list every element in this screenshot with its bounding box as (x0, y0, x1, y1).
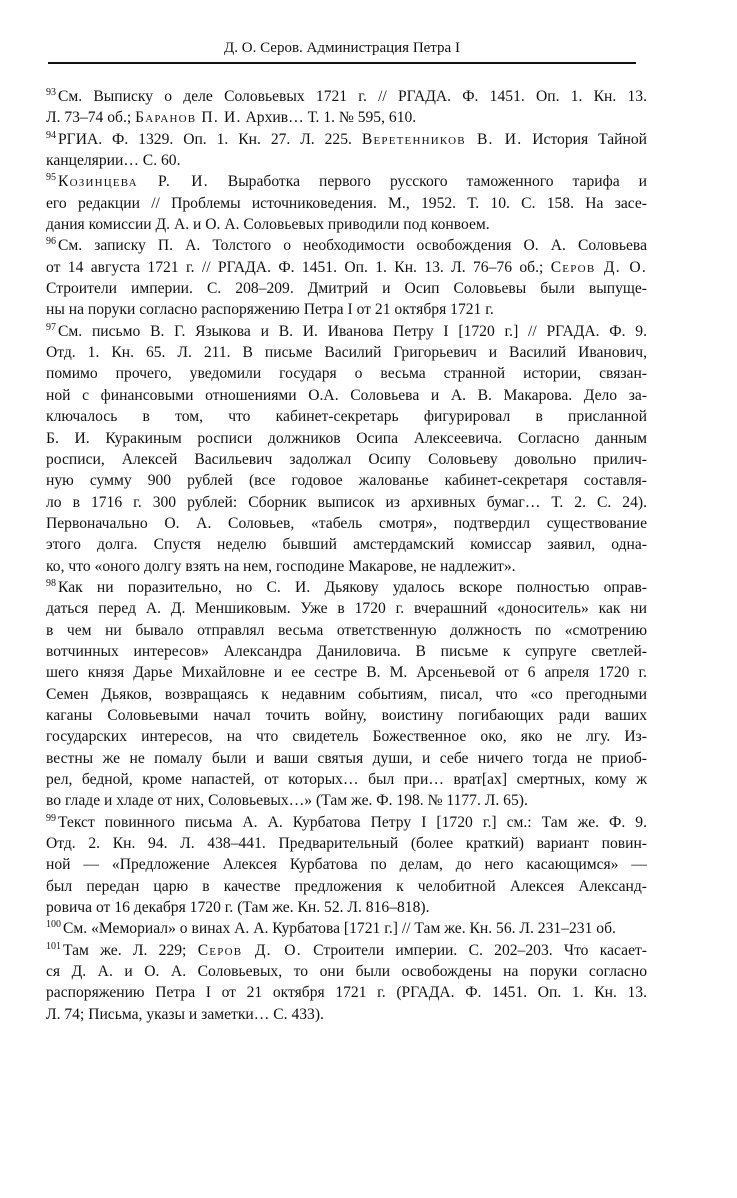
footnotes-block (46, 86, 647, 1025)
footnote-line (46, 214, 647, 235)
footnote-text: даться перед А. Д. Меншиковым. Уже в 1720 г. вчерашний «доноситель» как ни (46, 600, 647, 618)
footnote-line (46, 833, 647, 854)
footnote-line (46, 961, 647, 982)
footnote-number: 95 (46, 172, 56, 184)
footnote-line (46, 235, 647, 256)
footnote-text: ключалось в том, что кабинет-секретарь фигурировал в присланной (46, 408, 647, 426)
footnote-text: Б. И. Куракиным росписи должников Осипа Алексеевича. Согласно данным (46, 429, 647, 447)
footnote-97 (46, 321, 647, 577)
footnote-number: 100 (46, 919, 61, 931)
footnote-line (46, 428, 647, 449)
footnote-line (46, 257, 647, 278)
footnote-number: 98 (46, 577, 56, 589)
footnote-number: 94 (46, 129, 56, 141)
footnote-line (46, 769, 647, 790)
footnote-text: рел, бедной, кроме напастей, от которых… был при… врат[ах] смертных, кому ж (46, 771, 647, 788)
footnote-line (46, 278, 647, 299)
footnote-line (46, 449, 647, 470)
footnote-text: См. письмо В. Г. Языкова и В. И. Иванова Петру I [1720 г.] // РГАДА. Ф. 9. (58, 322, 647, 340)
footnote-line (46, 854, 647, 875)
footnote-line (46, 150, 647, 171)
footnote-text: ной с финансовыми отношениями О.А. Соловьева и А. В. Макарова. Дело за- (46, 386, 647, 404)
footnote-line (46, 748, 647, 769)
footnote-text: Строители империи. С. 208–209. Дмитрий и Осип Соловьевы были выпуще- (46, 280, 647, 298)
footnote-96 (46, 235, 647, 320)
footnote-line (46, 342, 647, 363)
footnote-98 (46, 577, 647, 812)
footnote-93 (46, 86, 647, 129)
footnote-line (46, 321, 647, 342)
author-name: Козинцева Р. И. (58, 173, 209, 191)
footnote-text: Л. 73–74 об.; (46, 109, 136, 127)
footnote-text: росписи, Алексей Васильевич задолжал Осипу Соловьеву довольно прилич- (46, 450, 647, 468)
footnote-line (46, 193, 647, 214)
footnote-line (46, 598, 647, 619)
footnote-text: ровича от 16 декабря 1720 г. (Там же. Кн. 52. Л. 816–818). (46, 899, 430, 917)
author-name: Серов Д. О. (197, 941, 302, 959)
footnote-text: вестны же не помалу были и ваши святыя души, и себе ничего тогда не приоб- (46, 749, 647, 767)
footnote-line (46, 299, 647, 320)
footnote-text: его редакции // Проблемы источниковедения. М., 1952. Т. 10. С. 158. На засе- (46, 194, 647, 212)
footnote-line (46, 705, 647, 726)
footnote-text: в чем ни бывало отправлял весьма ответственную должность по «смотрению (46, 621, 647, 639)
footnote-line (46, 363, 647, 384)
footnote-text: См. Выписку о деле Соловьевых 1721 г. // РГАДА. Ф. 1451. Оп. 1. Кн. 13. (58, 88, 647, 105)
footnote-line (46, 1004, 647, 1025)
footnote-line (46, 385, 647, 406)
footnote-text: от 14 августа 1721 г. // РГАДА. Ф. 1451. Оп. 1. Кн. 13. Л. 76–76 об.; (46, 258, 551, 276)
footnote-text: Отд. 1. Кн. 65. Л. 211. В письме Василий Григорьевич и Василий Иванович, (46, 344, 647, 362)
footnote-line (46, 556, 647, 577)
footnote-text: РГИА. Ф. 1329. Оп. 1. Кн. 27. Л. 225. (58, 130, 362, 148)
footnote-text: Строители империи. С. 202–203. Что касает- (301, 941, 647, 959)
footnote-text: ной — «Предложение Алексея Курбатова по делам, до него касающимся» — (46, 856, 647, 874)
running-header: Д. О. Серов. Администрация Петра I (224, 40, 460, 56)
footnote-text: Архив… Т. 1. № 595, 610. (241, 109, 417, 127)
footnote-text: Отд. 2. Кн. 94. Л. 438–441. Предварительный (более краткий) вариант повин- (46, 835, 647, 853)
author-name: Серов Д. О. (550, 258, 647, 276)
footnote-line (46, 107, 647, 128)
footnote-text: Семен Дьяков, возвращаясь к недавним событиям, писал, что «со прегодными (46, 685, 647, 703)
footnote-text: вотчинных интересов» Александра Даниловича. В письме к супруге светлей- (46, 642, 647, 660)
footnote-text: каганы Соловьевыми начал точить войну, воистину погибающих ради ваших (46, 706, 647, 724)
footnote-number: 97 (46, 321, 56, 333)
footnote-line (46, 577, 647, 598)
footnote-line (46, 662, 647, 683)
footnote-text: распоряжению Петра I от 21 октября 1721 г. (РГАДА. Ф. 1451. Оп. 1. Кн. 13. (46, 984, 647, 1002)
footnote-text: Как ни поразительно, но С. И. Дьякову удалось вскоре полностью оправ- (58, 578, 647, 596)
footnote-text: этого долга. Спустя неделю бывший амстердамский комиссар заявил, одна- (46, 536, 647, 554)
footnote-line (46, 726, 647, 747)
footnote-line (46, 171, 647, 192)
footnote-line (46, 876, 647, 897)
footnote-text: канцелярии… С. 60. (46, 152, 181, 170)
footnote-text: ко, что «оного долгу взять на нем, господине Макарове, не надлежит». (46, 557, 516, 575)
footnote-line (46, 620, 647, 641)
footnote-text: ную сумму 900 рублей (все годовое жалованье кабинет-секретаря составля- (46, 472, 647, 490)
footnote-text: См. «Мемориал» о винах А. А. Курбатова [1721 г.] // Там же. Кн. 56. Л. 231–231 об. (63, 920, 616, 938)
footnote-number: 96 (46, 236, 56, 248)
footnote-94 (46, 129, 647, 172)
footnote-line (46, 129, 647, 150)
footnote-line (46, 86, 647, 107)
author-name: Баранов П. И. (135, 109, 242, 127)
footnote-line (46, 812, 647, 833)
footnote-text: ло в 1716 г. 300 рублей: Сборник выписок из архивных бумаг… Т. 2. С. 24). (46, 493, 647, 511)
footnote-line (46, 406, 647, 427)
footnote-text: ны на поруки согласно распоряжению Петра I от 21 октября 1721 г. (46, 301, 494, 319)
footnote-text: дания комиссии Д. А. и О. А. Соловьевых приводили под конвоем. (46, 216, 490, 234)
footnote-text: Текст повинного письма А. А. Курбатова Петру I [1720 г.] см.: Там же. Ф. 9. (58, 813, 647, 831)
footnote-text: государских интересов, на что свидетель Божественное око, яко не лгу. Из- (46, 728, 647, 746)
footnote-line (46, 982, 647, 1003)
footnote-line (46, 513, 647, 534)
footnote-text: Л. 74; Письма, указы и заметки… С. 433). (46, 1005, 324, 1023)
footnote-line (46, 684, 647, 705)
footnote-99 (46, 812, 647, 919)
footnote-line (46, 470, 647, 491)
footnote-text: помимо прочего, уведомили государя о весьма странной истории, связан- (46, 365, 647, 383)
footnote-line (46, 897, 647, 918)
footnote-text: Первоначально О. А. Соловьев, «табель смотря», подтвердил существование (46, 514, 647, 532)
footnote-number: 93 (46, 87, 56, 98)
footnote-101 (46, 940, 647, 1025)
footnote-line (46, 918, 647, 939)
footnote-line (46, 534, 647, 555)
header-rule (48, 62, 636, 64)
footnote-text: Выработка первого русского таможенного тарифа и (208, 173, 647, 191)
footnote-text: шего князя Дарье Михайловне и ее сестре В. М. Арсеньевой от 6 апреля 1720 г. (46, 664, 647, 682)
footnote-100 (46, 918, 647, 939)
footnote-line (46, 790, 647, 811)
footnote-line (46, 492, 647, 513)
author-name: Веретенников В. И. (361, 130, 523, 148)
footnote-text: См. записку П. А. Толстого о необходимости освобождения О. А. Соловьева (58, 237, 647, 255)
footnote-line (46, 940, 647, 961)
footnote-text: был передан царю в качестве предложения к челобитной Алексея Александ- (46, 877, 647, 895)
footnote-95 (46, 171, 647, 235)
footnote-line (46, 641, 647, 662)
footnote-text: ся Д. А. и О. А. Соловьевых, то они были освобождены на поруки согласно (46, 963, 647, 981)
footnote-text: История Тайной (522, 130, 647, 148)
footnote-number: 99 (46, 812, 56, 824)
footnote-text: во гладе и хладе от них, Соловьевых…» (Там же. Ф. 198. № 1177. Л. 65). (46, 792, 528, 810)
footnote-number: 101 (46, 940, 61, 952)
footnote-text: Там же. Л. 229; (63, 941, 198, 959)
